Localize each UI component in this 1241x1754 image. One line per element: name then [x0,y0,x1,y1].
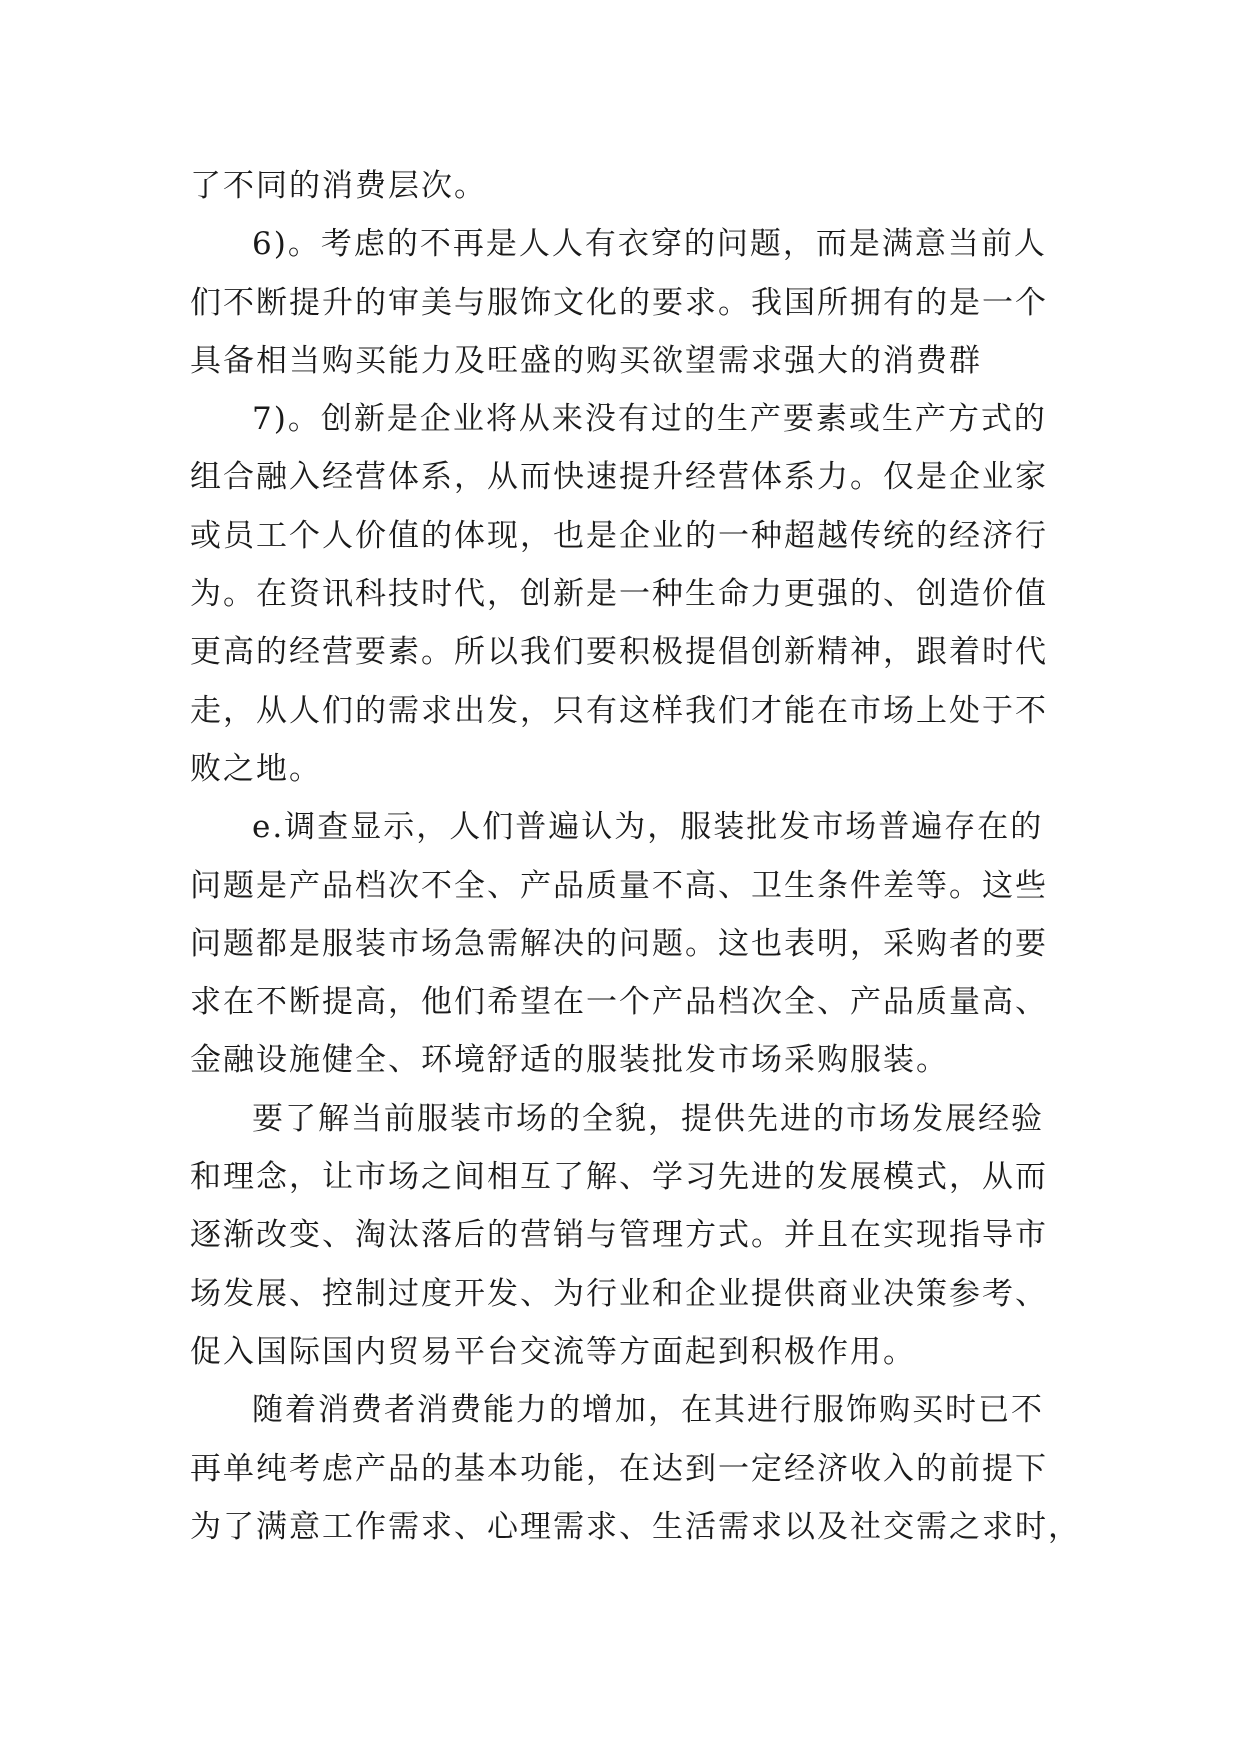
text-line: 问题是产品档次不全、产品质量不高、卫生条件差等。这些 [190,867,1048,904]
text-line: 促入国际国内贸易平台交流等方面起到积极作用。 [190,1333,916,1370]
text-line: 场发展、控制过度开发、为行业和企业提供商业决策参考、 [190,1275,1048,1312]
text-line: e.调查显示，人们普遍认为，服装批发市场普遍存在的 [252,809,1044,846]
text-line: 或员工个人价值的体现，也是企业的一种超越传统的经济行 [190,517,1048,554]
text-line: 逐渐改变、淘汰落后的营销与管理方式。并且在实现指导市 [190,1217,1048,1254]
text-line: 随着消费者消费能力的增加，在其进行服饰购买时已不 [252,1392,1044,1429]
text-line: 败之地。 [190,750,322,787]
text-line: 要了解当前服装市场的全貌，提供先进的市场发展经验 [252,1100,1044,1137]
text-line: 金融设施健全、环境舒适的服装批发市场采购服装。 [190,1042,949,1079]
text-line: 为了满意工作需求、心理需求、生活需求以及社交需之求时， [190,1508,1081,1545]
text-line: 求在不断提高，他们希望在一个产品档次全、产品质量高、 [190,984,1048,1021]
text-line: 为。在资讯科技时代，创新是一种生命力更强的、创造价值 [190,576,1048,613]
text-line: 了不同的消费层次。 [190,168,487,204]
text-line: 具备相当购买能力及旺盛的购买欲望需求强大的消费群 [190,342,982,379]
text-line: 们不断提升的审美与服饰文化的要求。我国所拥有的是一个 [190,284,1048,321]
text-line: 组合融入经营体系，从而快速提升经营体系力。仅是企业家 [190,459,1048,496]
text-line: 和理念，让市场之间相互了解、学习先进的发展模式，从而 [190,1159,1048,1196]
text-line: 走，从人们的需求出发，只有这样我们才能在市场上处于不 [190,692,1048,729]
text-line: 7)。创新是企业将从来没有过的生产要素或生产方式的 [252,401,1047,438]
text-line: 问题都是服装市场急需解决的问题。这也表明，采购者的要 [190,925,1048,962]
body-text [190,157,1081,1556]
text-line: 更高的经营要素。所以我们要积极提倡创新精神，跟着时代 [190,634,1048,671]
text-line: 6)。考虑的不再是人人有衣穿的问题，而是满意当前人 [252,226,1047,263]
text-line: 再单纯考虑产品的基本功能，在达到一定经济收入的前提下 [190,1450,1048,1487]
